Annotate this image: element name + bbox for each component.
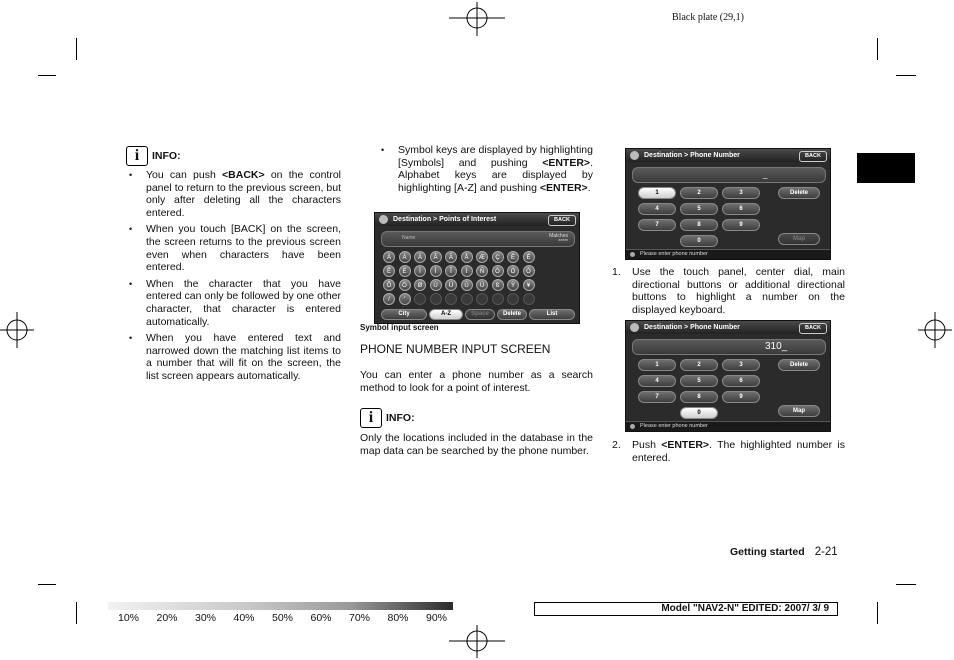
symbol-key[interactable]: Ë [399,265,411,277]
column-1 [126,146,341,387]
info-bullet: • When you touch [BACK] on the screen, the screen returns to the previous screen even when characters have been entered. [126,223,341,273]
back-button[interactable]: BACK [548,215,576,226]
symbol-key[interactable] [492,293,504,305]
map-button[interactable]: Map [778,233,820,245]
percent-label: 50% [272,612,294,624]
symbol-key[interactable]: / [383,293,395,305]
symbol-key[interactable]: Ú [445,279,457,291]
number-key-2[interactable]: 2 [680,359,718,371]
number-key-1[interactable]: 1 [638,359,676,371]
symbol-key[interactable]: Û [461,279,473,291]
symbol-key[interactable]: É [523,251,535,263]
column-2-bullet [378,144,593,194]
name-field[interactable]: Name Matches ***** [381,231,575,247]
number-key-3[interactable]: 3 [722,187,760,199]
symbol-key[interactable] [430,293,442,305]
number-key-3[interactable]: 3 [722,359,760,371]
status-bar: Please enter phone number [626,421,830,431]
delete-button[interactable]: Delete [778,187,820,199]
percent-label: 90% [426,612,448,624]
footer-section: Getting started 2-21 [730,546,838,558]
status-bar: Please enter phone number [626,249,830,259]
info-label: INFO: [152,150,181,162]
percent-label: 10% [118,612,140,624]
symbol-key[interactable]: À [414,251,426,263]
phone-input-screen-1 [625,148,831,260]
symbol-key[interactable]: ' [399,293,411,305]
map-button[interactable]: Map [778,405,820,417]
symbol-input-screen [374,212,580,324]
chapter-tab [857,153,915,183]
city-button[interactable]: City [381,309,427,320]
space-button[interactable]: Space [465,309,495,320]
info-bullet: • When the character that you have entered can only be followed by one other character, that character is entered automatically. [126,278,341,328]
symbol-key[interactable]: Ï [461,265,473,277]
number-key-9[interactable]: 9 [722,219,760,231]
plate-label: Black plate (29,1) [672,12,744,23]
number-key-8[interactable]: 8 [680,391,718,403]
symbol-key[interactable]: Ö [399,279,411,291]
symbol-key[interactable]: Ô [523,265,535,277]
number-key-6[interactable]: 6 [722,203,760,215]
number-key-0[interactable]: 0 [680,235,718,247]
back-button[interactable]: BACK [799,323,827,334]
phone-number-field[interactable]: _ [632,167,826,183]
symbol-key[interactable] [523,293,535,305]
step-number: 2. [612,439,621,451]
symbol-key[interactable]: Î [445,265,457,277]
list-button[interactable]: List [529,309,575,320]
gray-scale-bar [108,602,453,610]
symbol-key[interactable]: Ñ [476,265,488,277]
symbol-key[interactable]: Ó [507,265,519,277]
a-z-button[interactable]: A-Z [429,309,463,320]
screen-title-bar [626,149,830,162]
symbol-key[interactable]: Â [430,251,442,263]
number-key-8[interactable]: 8 [680,219,718,231]
intro-paragraph: You can enter a phone number as a search method to look for a point of interest. [360,369,593,394]
symbol-key[interactable]: Õ [383,279,395,291]
screen-title: Destination > Phone Number [644,324,740,331]
percent-label: 60% [310,612,332,624]
info-icon: i [360,408,382,428]
percent-label: 80% [387,612,409,624]
screen-caption: Symbol input screen [360,323,439,332]
symbol-key[interactable]: Ê [383,265,395,277]
info-text: Only the locations included in the database in the map data can be searched by the phone number. [360,432,593,457]
symbol-key[interactable]: Ä [383,251,395,263]
back-button[interactable]: BACK [799,151,827,162]
symbol-key[interactable] [445,293,457,305]
symbol-key[interactable]: Æ [476,251,488,263]
step-1: 1. Use the touch panel, center dial, main directional buttons or additional directional buttons to highlight a number on the displayed keyboard. [612,266,845,316]
delete-button[interactable]: Delete [497,309,527,320]
model-label: Model "NAV2-N" EDITED: 2007/ 3/ 9 [534,602,838,616]
step-number: 1. [612,266,621,278]
symbol-key[interactable]: Ÿ [507,279,519,291]
symbol-key[interactable] [507,293,519,305]
info-label: INFO: [386,412,415,425]
screen-title-bar [375,213,579,226]
percent-label: 70% [349,612,371,624]
number-key-2[interactable]: 2 [680,187,718,199]
symbol-key[interactable]: Ü [476,279,488,291]
symbol-key[interactable]: Å [461,251,473,263]
symbol-key[interactable]: Ò [492,265,504,277]
symbol-key[interactable] [414,293,426,305]
phone-number-field[interactable]: 310_ [632,339,826,355]
number-key-9[interactable]: 9 [722,391,760,403]
number-key-5[interactable]: 5 [680,203,718,215]
screen-title: Destination > Phone Number [644,152,740,159]
column-2-text [360,342,593,457]
info-heading [126,146,341,166]
number-key-6[interactable]: 6 [722,375,760,387]
info-heading-2 [360,408,593,428]
symbol-bullet: • Symbol keys are displayed by highlighting [Symbols] and pushing <ENTER>. Alphabet keys are displayed by highlighting [A-Z] and pushing <ENTER>. [378,144,593,194]
step-2: 2. Push <ENTER>. The highlighted number is entered. [612,439,845,464]
symbol-key[interactable]: È [507,251,519,263]
number-key-7[interactable]: 7 [638,391,676,403]
page-number: 2-21 [814,546,838,558]
number-key-0[interactable]: 0 [680,407,718,419]
phone-input-screen-2 [625,320,831,432]
info-bullet: • You can push <BACK> on the control panel to return to the previous screen, but only after deleting all the characters entered. [126,169,341,219]
number-key-5[interactable]: 5 [680,375,718,387]
symbol-key[interactable]: Ç [492,251,504,263]
percent-label: 40% [233,612,255,624]
section-heading: PHONE NUMBER INPUT SCREEN [360,342,551,356]
screen-title-bar [626,321,830,334]
symbol-key[interactable]: Ø [414,279,426,291]
symbol-key[interactable]: Í [430,265,442,277]
delete-button[interactable]: Delete [778,359,820,371]
percent-label: 30% [195,612,217,624]
symbol-key[interactable]: ß [492,279,504,291]
symbol-key[interactable]: Ã [445,251,457,263]
symbol-key[interactable] [461,293,473,305]
symbol-key[interactable] [476,293,488,305]
symbol-key[interactable]: Ù [430,279,442,291]
symbol-key[interactable]: ¥ [523,279,535,291]
number-key-7[interactable]: 7 [638,219,676,231]
info-icon: i [126,146,148,166]
symbol-key[interactable]: Ì [414,265,426,277]
screen-title: Destination > Points of Interest [393,216,497,223]
number-key-4[interactable]: 4 [638,375,676,387]
symbol-key[interactable]: Á [399,251,411,263]
percent-label: 20% [156,612,178,624]
number-key-4[interactable]: 4 [638,203,676,215]
info-bullet: • When you have entered text and narrowed down the matching list items to a number that will fit on the screen, the list screen appears automatically. [126,332,341,382]
number-key-1[interactable]: 1 [638,187,676,199]
